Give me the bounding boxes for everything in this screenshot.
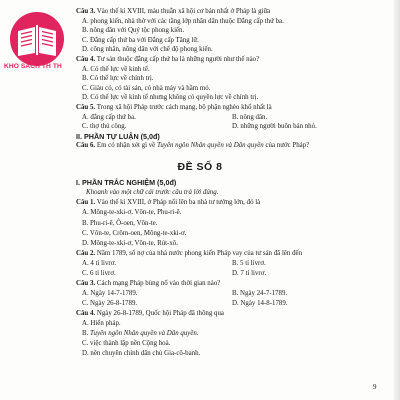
answer-option: D. Ngày 14-8-1789. xyxy=(232,299,288,307)
question-number: Câu 5. xyxy=(76,104,96,111)
answer-option-row xyxy=(82,299,288,308)
logo-text: KHO SÁCH TH TH xyxy=(4,63,62,70)
answer-option: B. nông dân với Quý tộc phong kiến. xyxy=(82,27,185,35)
answer-option: D. công nhân, nông dân với chế độ phong kiến. xyxy=(82,46,213,54)
question-text: Ngày 26-8-1789, Quốc hội Pháp đã thông qua xyxy=(95,309,224,317)
answer-option: C. Ngày 26-8-1789. xyxy=(82,299,138,307)
answer-option: C. thợ thủ công. xyxy=(82,123,127,131)
answer-option-row xyxy=(82,259,266,268)
question-number: Câu 4. xyxy=(76,309,96,317)
question xyxy=(76,309,224,318)
answer-option: D. nền chuyên chính dân chủ Gia-cô-banh. xyxy=(82,350,201,358)
question-text: Tư sản thuộc đẳng cấp thứ ba là những người như thế nào? xyxy=(95,56,260,63)
answer-option: C. 6 tỉ livrơ. xyxy=(82,269,116,277)
answer-option: B. Ngày 24-7-1789. xyxy=(232,289,288,297)
answer-option: A. đẳng cấp thứ ba. xyxy=(82,113,136,121)
instruction: Khoanh vào một chữ cái trước câu trả lời đúng. xyxy=(86,189,219,197)
question xyxy=(76,7,270,16)
question-text: Trong xã hội Pháp trước cách mạng, bộ phận nghèo khổ nhất là xyxy=(95,104,272,111)
question xyxy=(76,55,259,64)
question-text: Năm 1789, số nợ của nhà nước phong kiến Pháp vay của tư sản đã lên đến xyxy=(95,249,303,257)
question-number: Câu 4. xyxy=(76,56,96,63)
answer-option-row xyxy=(82,269,266,278)
answer-option: A. 4 tỉ livrơ. xyxy=(82,259,117,267)
answer-option xyxy=(82,329,199,338)
question-number: Câu 1. xyxy=(76,199,96,207)
page-number: 9 xyxy=(373,383,377,391)
answer-option: B. 5 tỉ livrơ. xyxy=(232,259,266,267)
answer-option-row xyxy=(82,113,267,122)
answer-option: C. Đẳng cấp thứ ba với Đẳng cấp Tăng lữ. xyxy=(82,36,199,44)
section-heading: II. PHẦN TỰ LUẬN (5,0đ) xyxy=(76,132,160,142)
answer-option: D. những người buôn bán nhỏ. xyxy=(232,123,317,131)
section-heading: I. PHẦN TRẮC NGHIỆM (5,0đ) xyxy=(76,178,177,188)
question-text: Em có nhận xét gì về xyxy=(95,142,157,150)
answer-option: B. Phu-ri-ê, Ô-oen, Vôn-te. xyxy=(82,219,158,227)
answer-option: D. Mông-te-xki-ơ, Vôn-te, Rút-xô. xyxy=(82,239,178,247)
question xyxy=(76,198,260,207)
question-number: Câu 6. xyxy=(76,142,96,150)
answer-option: D. Có thế lực về kinh tế nhưng không có quyền lực về chính trị. xyxy=(82,94,259,102)
question xyxy=(76,279,220,288)
answer-option: C. Giàu có, có tài sản, có nhà máy và hầm mỏ. xyxy=(82,84,211,92)
answer-option: B. nông dân. xyxy=(232,113,268,121)
answer-option-row xyxy=(82,289,287,298)
question-text: Vào thế kỉ XVIII, ở Pháp nổi lên ba nhà tư tưởng lớn, đó là xyxy=(95,199,261,207)
question-number: Câu 2. xyxy=(76,249,96,257)
answer-option: A. Hiến pháp. xyxy=(82,320,121,327)
answer-option: A. Mông-te-xki-ơ, Vôn-te, Phu-ri-ê. xyxy=(82,209,182,217)
answer-option: A. phong kiến, nhà thờ với các tầng lớp nhân dân thuộc Đẳng cấp thứ ba. xyxy=(82,17,284,25)
question-number: Câu 3. xyxy=(76,8,96,15)
answer-option: A. Có thế lực về kinh tế. xyxy=(82,65,150,73)
question-text: Cách mạng Pháp bùng nổ vào thời gian nào? xyxy=(95,279,221,287)
question-text: Vào thế kỉ XVIII, màu thuẫn xã hội cơ bản nhất ở Pháp là giữa xyxy=(95,8,271,15)
answer-option: C. Vôn-te, Crôm-oen, Mông-te-xki-ơ. xyxy=(82,229,187,237)
option-letter: B. xyxy=(82,330,91,338)
answer-option: C. việc thành lập nền Cộng hoà. xyxy=(82,340,171,348)
answer-option: B. Có thế lực về chính trị. xyxy=(82,75,154,83)
question-text: của nước Pháp? xyxy=(263,142,310,150)
question-number: Câu 3. xyxy=(76,279,96,287)
question xyxy=(76,103,272,112)
question xyxy=(76,141,309,150)
answer-option: D. 7 tỉ livrơ. xyxy=(232,269,267,277)
option-text: Tuyên ngôn Nhân quyền và Dân quyền. xyxy=(90,330,199,338)
exam-title: ĐỀ SỐ 8 xyxy=(177,161,223,174)
question-text-italic: Tuyên ngôn Nhân quyền và Dân quyền xyxy=(156,142,264,150)
answer-option: A. Ngày 14-7-1789. xyxy=(82,289,138,297)
question xyxy=(76,249,302,258)
answer-option-row xyxy=(82,122,317,131)
